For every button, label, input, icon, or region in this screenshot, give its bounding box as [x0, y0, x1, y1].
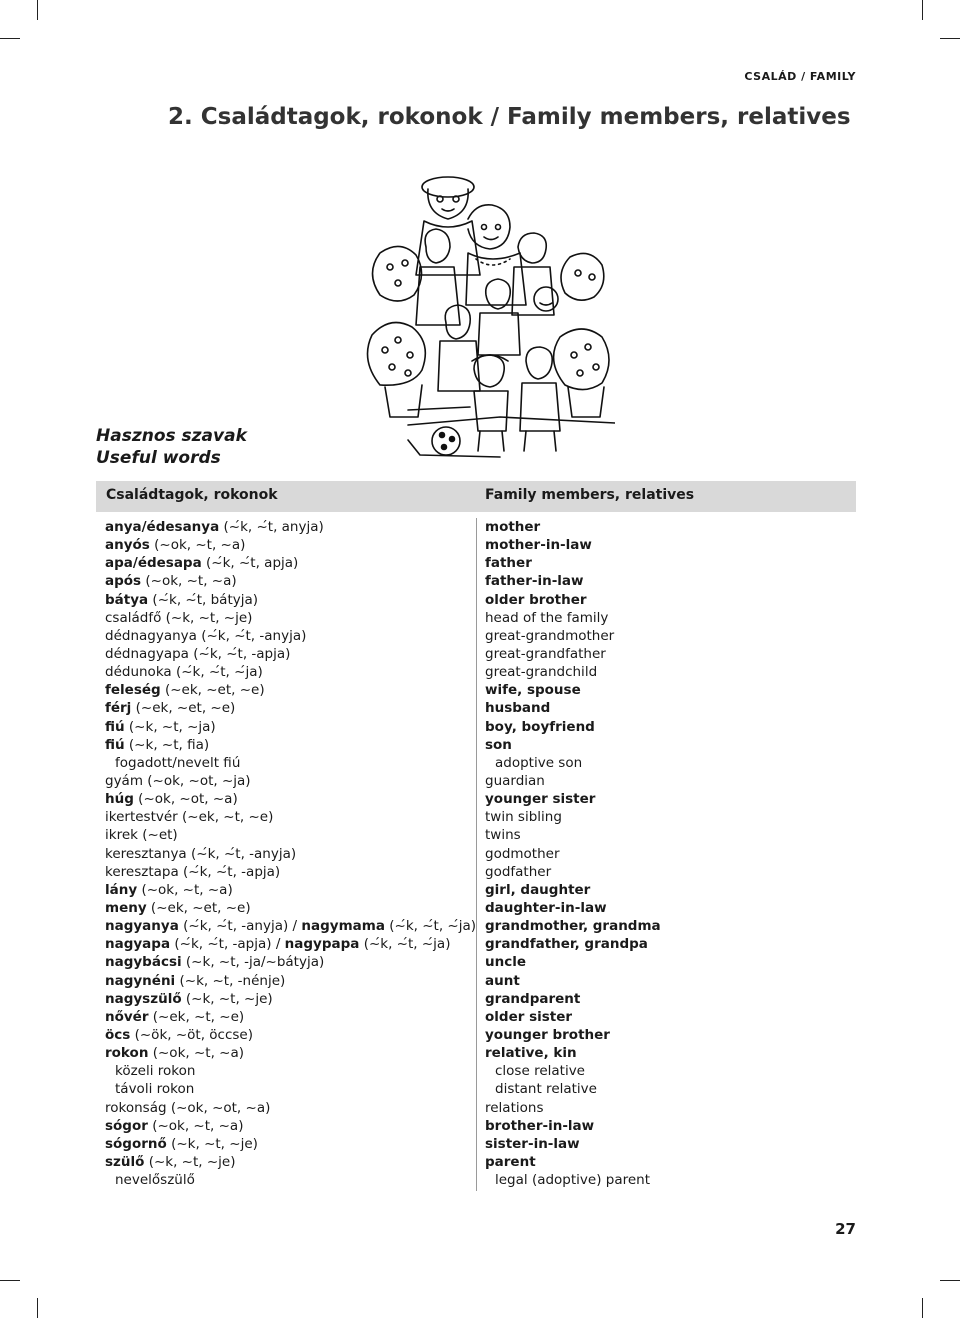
vocab-hungarian-entry — [105, 863, 470, 881]
useful-words-heading — [96, 425, 247, 469]
headword: sógor — [105, 1117, 148, 1134]
vocab-english-entry: older sister — [485, 1008, 573, 1025]
vocab-hungarian-entry — [105, 917, 477, 935]
vocab-english-entry: guardian — [485, 772, 545, 789]
headword: fiú — [105, 736, 125, 753]
headword: meny — [105, 899, 147, 916]
vocab-hungarian-entry — [105, 1135, 470, 1153]
section-tag: CSALÁD / FAMILY — [744, 70, 856, 83]
vocab-hungarian-entry — [105, 845, 470, 863]
headword: apa/édesapa — [105, 555, 202, 572]
inflection: (~ok, ~t, ~a) — [149, 537, 246, 554]
inflection: keresztanya (~́k, ~́t, -anyja) — [105, 845, 297, 862]
inflection: (~k, ~t, fia) — [124, 736, 210, 753]
inflection: (~k, ~t, ~je) — [181, 990, 273, 1007]
inflection: (~ok, ~t, ~a) — [148, 1045, 245, 1062]
vocab-english-entry: distant relative — [495, 1081, 597, 1098]
inflection: dédnagyanya (~́k, ~́t, -anyja) — [105, 627, 307, 644]
vocab-english-entry: head of the family — [485, 609, 609, 626]
vocab-hungarian-entry — [105, 972, 470, 990]
vocab-hungarian-entry — [105, 881, 470, 899]
crop-mark — [922, 0, 923, 20]
vocab-hungarian-entry — [105, 663, 470, 681]
vocab-english-entry: great-grandchild — [485, 664, 598, 681]
vocab-english-entry: brother-in-law — [485, 1117, 595, 1134]
vocab-english-entry: grandmother, grandma — [485, 918, 661, 935]
vocab-english-entry: older brother — [485, 591, 587, 608]
vocab-english-entry: aunt — [485, 972, 520, 989]
crop-mark — [922, 1298, 923, 1318]
inflection: ikertestvér (~ek, ~t, ~e) — [105, 809, 274, 826]
inflection: (~ek, ~et, ~e) — [146, 899, 251, 916]
inflection: (~́k, ~́t, anyja) — [219, 519, 324, 535]
crop-mark — [940, 38, 960, 39]
page-number: 27 — [835, 1220, 856, 1238]
headword: após — [105, 573, 142, 590]
vocab-english-entry: grandfather, grandpa — [485, 936, 648, 953]
useful-words-hungarian: Hasznos szavak — [96, 426, 247, 446]
vocab-english-entry: daughter-in-law — [485, 899, 607, 916]
headword: öcs — [105, 1026, 131, 1043]
headword: feleség — [105, 682, 161, 699]
vocab-hungarian-entry — [105, 1008, 470, 1026]
inflection: (~ek, ~et, ~e) — [160, 682, 265, 699]
vocab-hungarian-entry — [105, 572, 470, 590]
inflection: dédunoka (~́k, ~́t, ~́ja) — [105, 664, 263, 681]
vocab-hungarian-entry — [105, 1026, 470, 1044]
vocab-english-entry: great-grandfather — [485, 645, 606, 662]
headword: férj — [105, 700, 132, 717]
useful-words-english: Useful words — [96, 448, 221, 468]
inflection: (~ok, ~t, ~a) — [137, 881, 233, 898]
vocab-english-entry: parent — [485, 1153, 536, 1170]
vocab-english-entry: twins — [485, 827, 521, 844]
headword: nagyszülő — [105, 990, 182, 1007]
headword: nagynéni — [105, 972, 176, 989]
vocab-hungarian-entry — [105, 790, 470, 808]
inflection: nevelőszülő — [115, 1172, 195, 1189]
crop-mark — [0, 1280, 20, 1281]
inflection: dédnagyapa (~́k, ~́t, -apja) — [105, 645, 291, 662]
vocab-english-entry: sister-in-law — [485, 1135, 580, 1152]
inflection: (~k, ~t, ~je) — [144, 1153, 236, 1170]
vocab-hungarian-entry — [105, 736, 470, 754]
inflection: (~́k, ~́t, ~́ja) — [384, 918, 477, 935]
crop-mark — [37, 1298, 38, 1318]
vocab-hungarian-entry — [105, 899, 470, 917]
vocab-english-entry: girl, daughter — [485, 881, 591, 898]
vocab-hungarian-entry — [105, 1099, 470, 1117]
vocab-english-entry: great-grandmother — [485, 627, 615, 644]
vocab-hungarian-entry — [105, 772, 470, 790]
inflection: (~́k, ~́t, -anyja) / — [178, 918, 302, 935]
headword: bátya — [105, 591, 149, 608]
inflection: (~ek, ~t, ~e) — [148, 1008, 245, 1025]
vocab-hungarian-entry — [105, 953, 470, 971]
headword: nagypapa — [284, 936, 360, 953]
inflection: családfő (~k, ~t, ~je) — [105, 609, 253, 626]
headword: húg — [105, 791, 134, 808]
headword: nagybácsi — [105, 954, 182, 971]
vocab-english-entry: younger sister — [485, 791, 596, 808]
headword: lány — [105, 881, 138, 898]
vocab-hungarian-entry — [105, 990, 470, 1008]
vocab-hungarian-entry — [105, 681, 470, 699]
column-divider — [476, 518, 477, 1191]
vocab-hungarian-entry — [105, 808, 470, 826]
inflection: (~ok, ~t, ~a) — [147, 1117, 244, 1134]
vocab-english-entry: adoptive son — [495, 754, 583, 771]
chapter-title: 2. Családtagok, rokonok / Family members, relatives — [168, 104, 851, 130]
vocab-english-entry: boy, boyfriend — [485, 718, 595, 735]
vocab-hungarian-entry — [105, 826, 470, 844]
headword: nővér — [105, 1008, 149, 1025]
vocab-hungarian-entry — [105, 627, 470, 645]
inflection: ikrek (~et) — [105, 827, 178, 844]
inflection: (~k, ~t, -nénje) — [175, 972, 286, 989]
vocab-hungarian-entry — [105, 591, 470, 609]
inflection: (~ok, ~t, ~a) — [141, 573, 237, 590]
headword: nagyapa — [105, 936, 171, 953]
vocab-english-entry: son — [485, 736, 512, 753]
headword: nagymama — [301, 918, 385, 935]
headword: szülő — [105, 1153, 145, 1170]
inflection: fogadott/nevelt fiú — [115, 754, 241, 771]
vocab-hungarian-entry — [105, 699, 470, 717]
header-english: Family members, relatives — [485, 487, 695, 503]
vocab-hungarian-entry — [105, 935, 470, 953]
crop-mark — [37, 0, 38, 20]
vocab-english-entry: mother-in-law — [485, 537, 592, 554]
vocab-hungarian-entry — [105, 1062, 470, 1080]
vocab-english-entry: wife, spouse — [485, 682, 581, 699]
crop-mark — [0, 38, 20, 39]
vocab-hungarian-entry — [105, 645, 470, 663]
vocab-english-entry: husband — [485, 700, 551, 717]
inflection: keresztapa (~́k, ~́t, -apja) — [105, 863, 281, 880]
crop-mark — [940, 1280, 960, 1281]
inflection: távoli rokon — [115, 1081, 195, 1098]
vocab-hungarian-entry — [105, 1153, 470, 1171]
inflection: közeli rokon — [115, 1063, 196, 1080]
vocab-english-entry: godfather — [485, 863, 552, 880]
vocab-hungarian-entry — [105, 718, 470, 736]
vocab-hungarian-entry — [105, 1117, 470, 1135]
vocab-english-entry: father-in-law — [485, 573, 584, 590]
english-column — [485, 518, 855, 1189]
headword: anyós — [105, 537, 150, 554]
vocab-english-entry: relative, kin — [485, 1045, 577, 1062]
inflection: (~k, ~t, ~je) — [166, 1135, 258, 1152]
vocab-english-entry: legal (adoptive) parent — [495, 1172, 651, 1189]
inflection: (~́k, ~́t, apja) — [201, 555, 299, 572]
vocab-english-entry: close relative — [495, 1063, 585, 1080]
inflection: rokonság (~ok, ~ot, ~a) — [105, 1099, 271, 1116]
hungarian-column — [105, 518, 477, 1189]
headword: fiú — [105, 718, 125, 735]
headword: sógornő — [105, 1135, 167, 1152]
vocab-hungarian-entry — [105, 554, 470, 572]
vocab-hungarian-entry — [105, 754, 470, 772]
vocab-english-entry: uncle — [485, 954, 527, 971]
inflection: (~k, ~t, -ja/~bátyja) — [181, 954, 325, 971]
vocab-hungarian-entry — [105, 609, 470, 627]
vocab-english-entry: relations — [485, 1099, 544, 1116]
vocab-hungarian-entry — [105, 1171, 470, 1189]
vocab-hungarian-entry — [105, 518, 470, 536]
vocab-hungarian-entry — [105, 1080, 470, 1098]
vocab-english-entry: grandparent — [485, 990, 581, 1007]
inflection: (~́k, ~́t, -apja) / — [170, 936, 285, 953]
vocab-english-entry: father — [485, 555, 532, 572]
headword: nagyanya — [105, 918, 179, 935]
inflection: (~ok, ~ot, ~a) — [133, 791, 238, 808]
vocab-table-header — [96, 481, 856, 512]
headword: anya/édesanya — [105, 519, 220, 535]
vocab-hungarian-entry — [105, 536, 470, 554]
inflection: gyám (~ok, ~ot, ~ja) — [105, 772, 251, 789]
headword: rokon — [105, 1045, 149, 1062]
vocab-hungarian-entry — [105, 1044, 470, 1062]
vocab-english-entry: younger brother — [485, 1026, 610, 1043]
inflection: (~́k, ~́t, ~́ja) — [359, 936, 451, 953]
vocab-english-entry: godmother — [485, 845, 560, 862]
inflection: (~́k, ~́t, bátyja) — [148, 591, 259, 608]
inflection: (~ök, ~öt, öccse) — [130, 1026, 253, 1043]
inflection: (~ek, ~et, ~e) — [131, 700, 236, 717]
vocab-english-entry: mother — [485, 519, 541, 535]
vocab-english-entry: twin sibling — [485, 809, 562, 826]
inflection: (~k, ~t, ~ja) — [124, 718, 216, 735]
header-hungarian: Családtagok, rokonok — [106, 487, 278, 503]
family-illustration — [350, 155, 615, 470]
